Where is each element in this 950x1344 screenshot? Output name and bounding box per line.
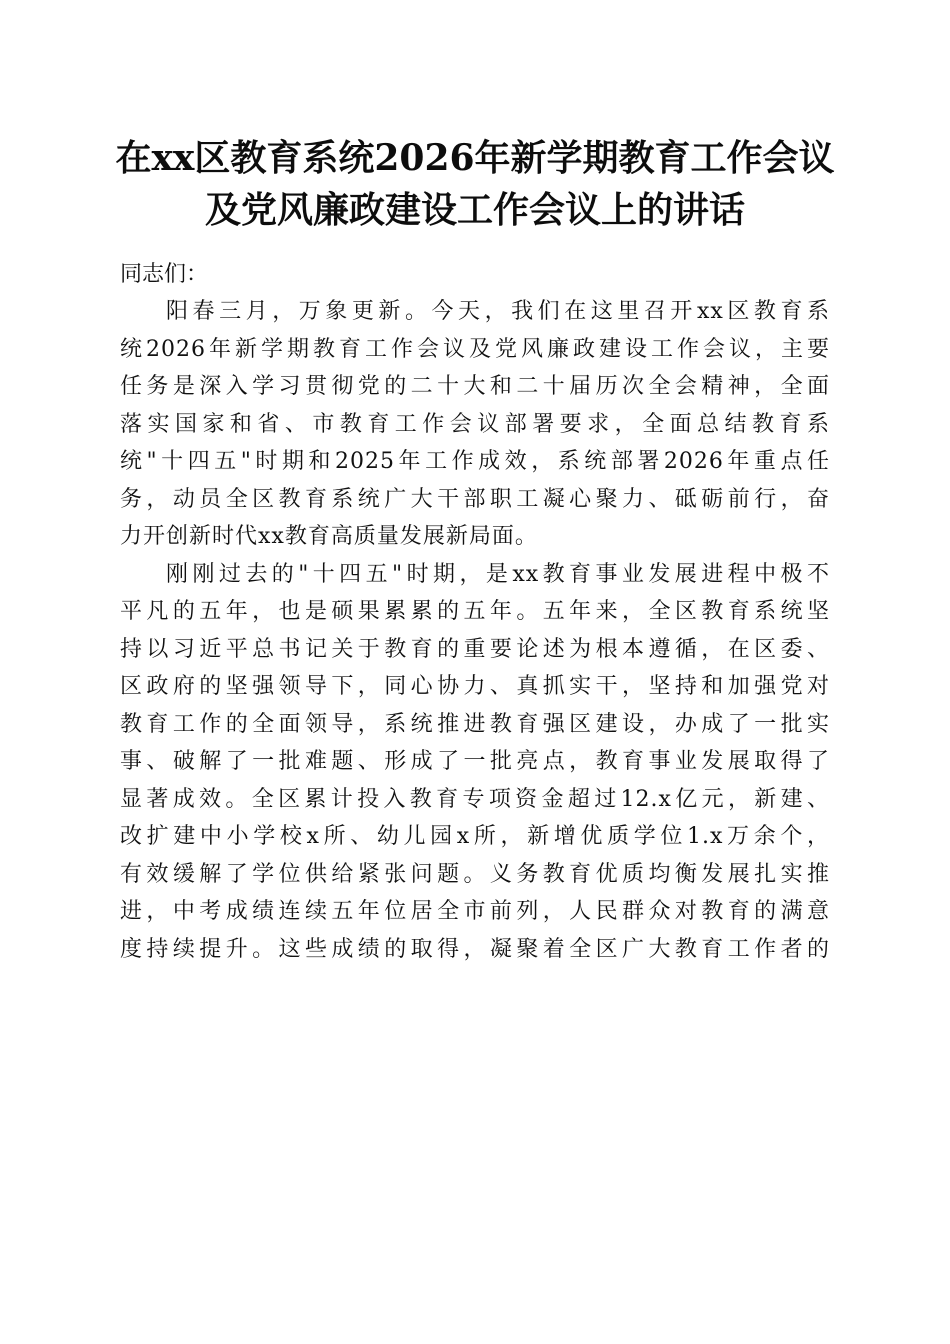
paragraph-line: 度持续提升。这些成绩的取得，凝聚着全区广大教育工作者的 <box>120 936 830 962</box>
paragraph-line: 统"十四五"时期和2025年工作成效，系统部署2026年重点任 <box>120 449 830 474</box>
title-line-1: 在xx区教育系统2026年新学期教育工作会议 <box>115 137 835 179</box>
paragraph-line: 改扩建中小学校x所、幼儿园x所，新增优质学位1.x万余个， <box>120 824 830 849</box>
title-line-2: 及党风廉政建设工作会议上的讲话 <box>204 189 745 231</box>
paragraph-line: 落实国家和省、市教育工作会议部署要求，全面总结教育系 <box>120 411 830 437</box>
paragraph-line: 刚刚过去的"十四五"时期，是xx教育事业发展进程中极不 <box>166 561 830 587</box>
paragraph-line: 有效缓解了学位供给紧张问题。义务教育优质均衡发展扎实推 <box>120 861 830 887</box>
paragraph-line: 力开创新时代xx教育高质量发展新局面。 <box>120 524 538 549</box>
paragraph-line: 务，动员全区教育系统广大干部职工凝心聚力、砥砺前行，奋 <box>120 486 830 512</box>
paragraph-line: 平凡的五年，也是硕果累累的五年。五年来，全区教育系统坚 <box>120 599 830 624</box>
paragraph-line: 事、破解了一批难题、形成了一批亮点，教育事业发展取得了 <box>120 749 830 774</box>
document-body <box>120 256 830 968</box>
paragraph-line: 显著成效。全区累计投入教育专项资金超过12.x亿元，新建、 <box>120 786 830 812</box>
paragraph-line: 区政府的坚强领导下，同心协力、真抓实干，坚持和加强党对 <box>120 674 830 699</box>
paragraph-2 <box>120 556 830 969</box>
salutation: 同志们： <box>120 262 209 287</box>
paragraph-line: 阳春三月，万象更新。今天，我们在这里召开xx区教育系 <box>166 299 830 324</box>
paragraph-1 <box>120 293 830 556</box>
paragraph-line: 进，中考成绩连续五年位居全市前列，人民群众对教育的满意 <box>120 899 830 924</box>
paragraph-line: 教育工作的全面领导，系统推进教育强区建设，办成了一批实 <box>120 711 830 737</box>
paragraph-line: 持以习近平总书记关于教育的重要论述为根本遵循，在区委、 <box>120 636 830 662</box>
paragraph-line: 任务是深入学习贯彻党的二十大和二十届历次全会精神，全面 <box>120 374 830 399</box>
document-title <box>60 132 890 236</box>
paragraph-line: 统2026年新学期教育工作会议及党风廉政建设工作会议，主要 <box>120 336 830 362</box>
